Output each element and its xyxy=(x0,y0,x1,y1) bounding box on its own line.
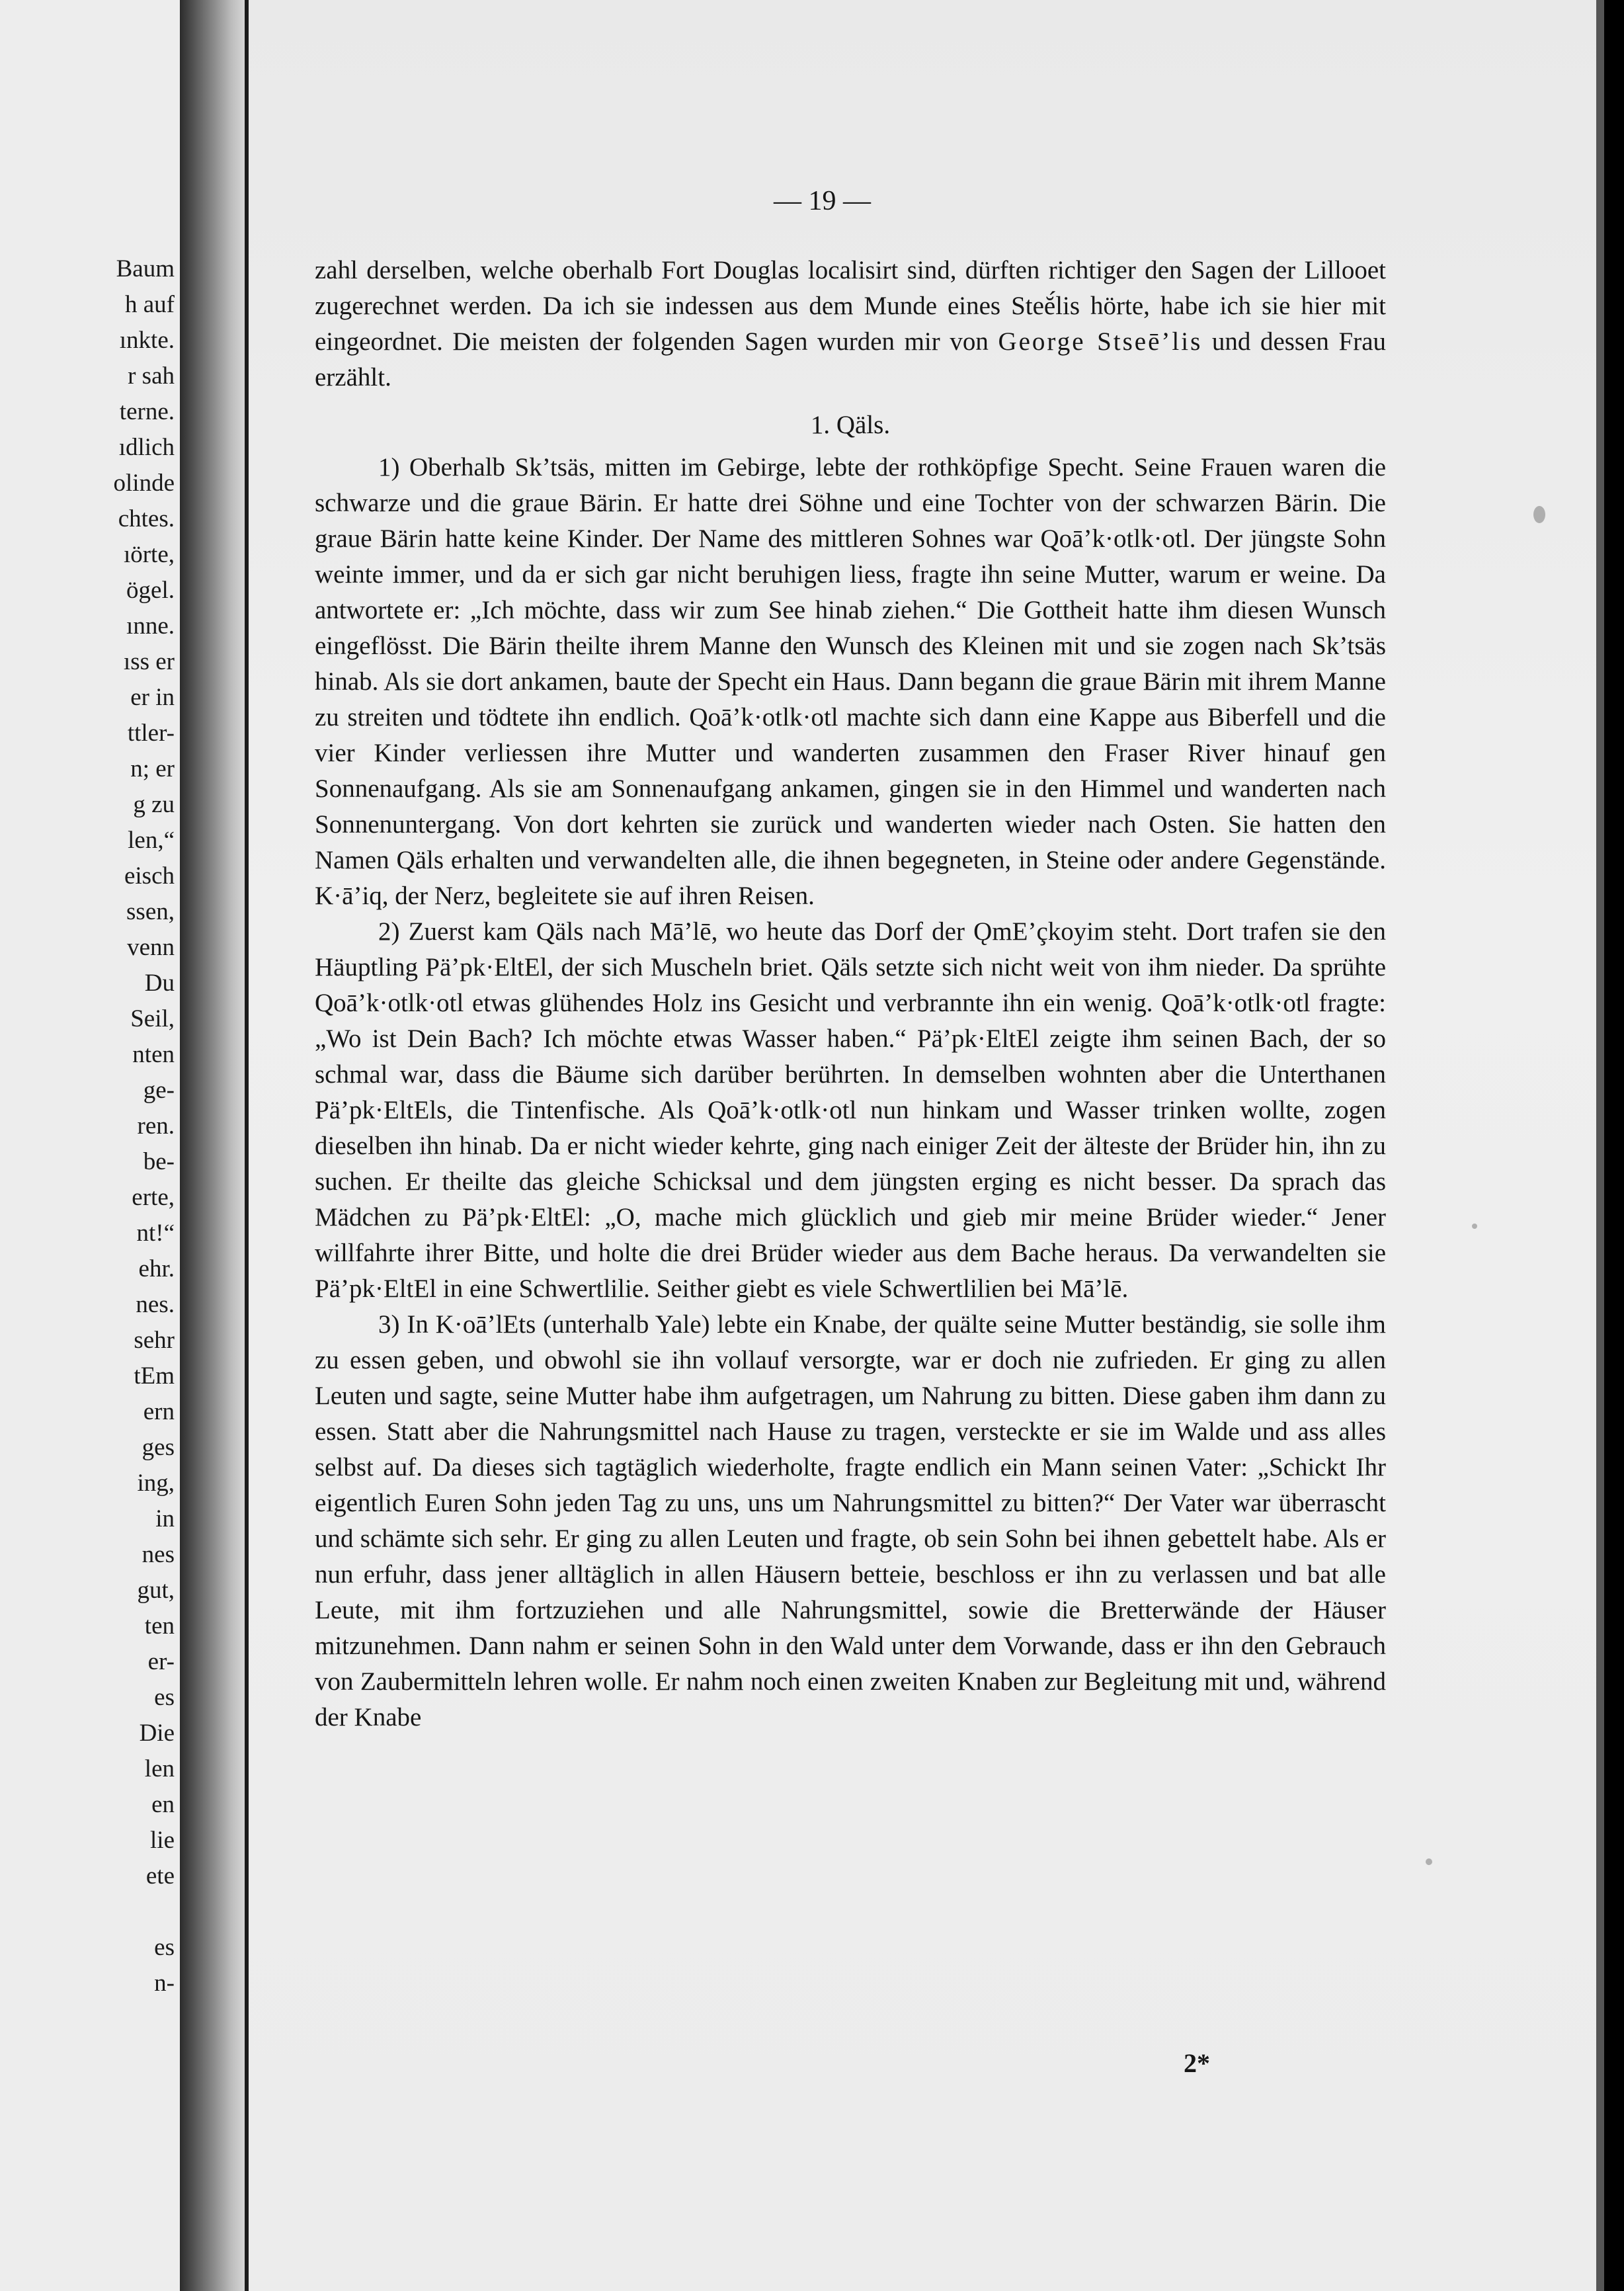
intro-paragraph xyxy=(315,253,1386,396)
paragraph-3: 3) In K·oā’lEts (unterhalb Yale) lebte ein Knabe, der quälte seine Mutter beständig, sie solle ihm zu essen geben, und obwohl sie ihn vollauf versorgte, war er doch nie zufrieden. Er ging zu allen Leuten und sagte, seine Mutter habe ihm aufgetragen, um Nahrung zu bitten. Diese gaben ihm dann zu essen. Statt aber die Nahrungsmittel nach Hause zu tragen, versteckte er sie im Walde und ass alles selbst auf. Da dieses sich tagtäglich wiederholte, fragte endlich ein Mann seinen Vater: „Schickt Ihr eigentlich Euren Sohn jeden Tag zu uns, uns um Nahrungsmittel zu bitten?“ Der Vater war überrascht und schämte sich sehr. Er ging zu allen Leuten und fragte, ob sein Sohn bei ihnen gebettelt habe. Als er nun erfuhr, dass jener alltäglich in allen Häusern betteie, beschloss er ihn zu verlassen und bat alle Leute, mit ihm fortzuziehen und alle Nahrungsmittel, sowie die Bretterwände der Häuser mitzunehmen. Dann nahm er seinen Sohn in den Wald unter dem Vorwande, dass er ihn den Gebrauch von Zaubermitteln lehren wolle. Er nahm noch einen zweiten Knaben zur Begleitung mit und, während der Knabe xyxy=(315,1310,1386,1731)
page-speck xyxy=(1472,1224,1477,1229)
facing-page-line: ehr. xyxy=(138,1255,175,1282)
facing-page-line: Die xyxy=(139,1720,175,1747)
facing-page-line: tEm xyxy=(134,1362,175,1390)
facing-page-line: er- xyxy=(147,1648,175,1675)
page-edge-shadow xyxy=(1596,0,1604,2291)
facing-page-line: erte, xyxy=(132,1184,175,1211)
paragraph-1: 1) Oberhalb Sk’tsäs, mitten im Gebirge, lebte der rothköpfige Specht. Seine Frauen waren die schwarze und die graue Bärin. Er hatte drei Söhne und eine Tochter von der schwarzen Bärin. Die graue Bärin hatte keine Kinder. Der Name des mittleren Sohnes war Qoā’k·otlk·otl. Der jüngste Sohn weinte immer, und da er sich gar nicht beruhigen liess, fragte ihn seine Mutter, warum er weine. Da antwortete er: „Ich möchte, dass wir zum See hinab ziehen.“ Die Gottheit hatte ihm diesen Wunsch eingeflösst. Die Bärin theilte ihrem Manne den Wunsch des Kleinen mit und sie zogen nach Sk’tsäs hinab. Als sie dort ankamen, baute der Specht ein Haus. Dann begann die graue Bärin mit ihrem Manne zu streiten und tödtete ihn endlich. Qoā’k·otlk·otl machte sich dann eine Kappe aus Biberfell und die vier Kinder verliessen ihre Mutter und wanderten zusammen den Fraser River hinauf gen Sonnenaufgang. Als sie am Sonnenaufgang ankamen, gingen sie in den Himmel und wanderten nach Sonnenuntergang. Von dort kehrten sie zurück und wanderten wieder nach Osten. Sie hatten den Namen Qäls erhalten und verwandelten alle, die ihnen begegneten, in Steine oder andere Gegenstände. K·ā’iq, der Nerz, begleitete sie auf ihren Reisen. xyxy=(315,453,1386,910)
facing-page-line: ıörte, xyxy=(123,541,175,568)
facing-page-line: in xyxy=(155,1505,175,1532)
facing-page-line: ete xyxy=(145,1862,175,1890)
facing-page-line: venn xyxy=(127,934,175,961)
facing-page-line: nes xyxy=(142,1541,175,1568)
facing-page-line: len xyxy=(144,1755,175,1782)
facing-page-line: be- xyxy=(143,1148,175,1175)
facing-page-line: ssen, xyxy=(126,898,175,925)
facing-page-line: en xyxy=(151,1791,175,1818)
facing-page-line: gut, xyxy=(137,1577,175,1604)
facing-page-line: g zu xyxy=(133,791,175,818)
page-speck xyxy=(1533,506,1545,523)
section-title: 1. Qäls. xyxy=(810,411,891,439)
intro-text: zahl derselben, welche oberhalb Fort Douglas localisirt sind, dürften richtiger den Sagen der Lillooet zugerechnet werden. Da ich sie indessen aus dem Munde eines Steĕ́lis hörte, habe ich sie hier mit eingeordnet. Die meisten der folgenden Sagen wurden mir von xyxy=(315,256,1386,356)
facing-page-line: ren. xyxy=(137,1112,175,1140)
body-text xyxy=(315,253,1386,1735)
facing-page-line: r sah xyxy=(128,362,175,390)
facing-page-line: nt!“ xyxy=(136,1220,175,1247)
facing-page-line: ges xyxy=(142,1434,175,1461)
facing-page-line: ögel. xyxy=(126,577,175,604)
facing-page-line: Seil, xyxy=(130,1005,175,1032)
facing-page-line: nes. xyxy=(136,1291,175,1318)
facing-page-line: sehr xyxy=(134,1327,175,1354)
informant-name: George Stseē’lis xyxy=(998,327,1203,356)
facing-page-line: ge- xyxy=(143,1077,175,1104)
facing-page-line: ern xyxy=(143,1398,175,1425)
facing-page-line: terne. xyxy=(119,398,175,425)
facing-page-line: lie xyxy=(150,1827,175,1854)
page-number: — 19 — xyxy=(774,186,871,216)
facing-page-fragment xyxy=(0,0,180,2291)
facing-page-line: olinde xyxy=(113,470,175,497)
facing-page-line: len,“ xyxy=(128,827,175,854)
facing-page-line: ıdlich xyxy=(118,434,175,461)
facing-page-line: h auf xyxy=(125,291,175,318)
facing-page-line: chtes. xyxy=(118,505,175,532)
facing-page-line: eisch xyxy=(124,862,175,890)
facing-page-line: n- xyxy=(154,1970,175,1997)
facing-page-line: es xyxy=(154,1934,175,1961)
facing-page-line: ing, xyxy=(137,1470,175,1497)
facing-page-line: ıss er xyxy=(123,648,175,675)
facing-page-line: n; er xyxy=(130,755,175,782)
facing-page-line: ttler- xyxy=(127,720,175,747)
facing-page-line: ınne. xyxy=(126,612,175,640)
book-gutter xyxy=(180,0,245,2291)
facing-page-line: ınkte. xyxy=(119,327,175,354)
facing-page-line: nten xyxy=(132,1041,175,1068)
paragraph-2: 2) Zuerst kam Qäls nach Mā’lē, wo heute das Dorf der ǪmE’çkoyim steht. Dort trafen sie den Häuptling Pä’pk·EltEl, der sich Muscheln briet. Qäls setzte sich nicht weit von ihm nieder. Da sprühte Qoā’k·otlk·otl etwas glühendes Holz ins Gesicht und verbrannte ihn ein wenig. Qoā’k·otlk·otl fragte: „Wo ist Dein Bach? Ich möchte etwas Wasser haben.“ Pä’pk·EltEl zeigte ihm seinen Bach, der so schmal war, dass die Bäume sich darüber berührten. In demselben wohnten aber die Unterthanen Pä’pk·EltEls, die Tintenfische. Als Qoā’k·otlk·otl nun hinkam und Wasser trinken wollte, zogen dieselben ihn hinab. Da er nicht wieder kehrte, ging nach einiger Zeit der älteste der Brüder hin, ihn zu suchen. Er theilte das gleiche Schicksal und dem jüngsten erging es nicht besser. Da sprach das Mädchen zu Pä’pk·EltEl: „O, mache mich glücklich und gieb mir meine Brüder wieder.“ Jener willfahrte ihrer Bitte, und holte die drei Brüder wieder aus dem Bache heraus. Da verwandelten sie Pä’pk·EltEl in eine Schwertlilie. Seither giebt es viele Schwertlilien bei Mā’lē. xyxy=(315,917,1386,1303)
facing-page-line: Du xyxy=(144,970,175,997)
facing-page-line: ten xyxy=(144,1612,175,1640)
signature-mark: 2* xyxy=(1184,2048,1210,2078)
facing-page-line: er in xyxy=(130,684,175,711)
intro-end: und dessen Frau erzählt. xyxy=(315,327,1387,392)
facing-page-line: Baum xyxy=(116,255,175,282)
page-speck xyxy=(1426,1858,1432,1865)
facing-page-line: es xyxy=(154,1684,175,1711)
